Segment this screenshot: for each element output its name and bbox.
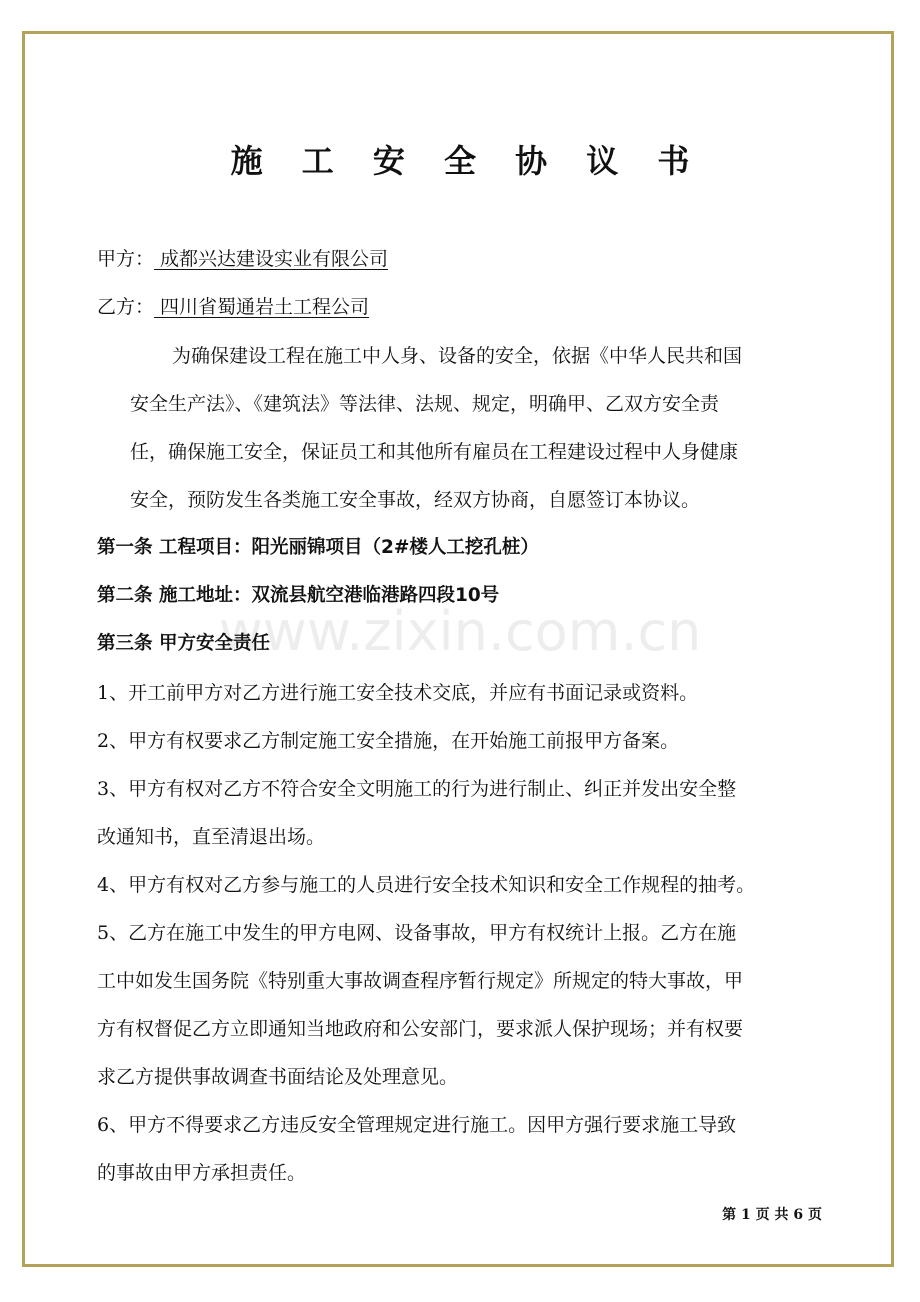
- article-1: 第一条 工程项目：阳光丽锦项目（2#楼人工挖孔桩）: [97, 537, 539, 558]
- item-line: 的事故由甲方承担责任。: [97, 1162, 307, 1184]
- intro-line: 安全生产法》、《建筑法》等法律、法规、规定，明确甲、乙双方安全责: [130, 393, 720, 415]
- party-b-label: 乙方：: [97, 296, 155, 318]
- item-line: 6、甲方不得要求乙方违反安全管理规定进行施工。因甲方强行要求施工导致: [97, 1114, 737, 1136]
- watermark: www.zixin.com.cn: [218, 600, 702, 663]
- party-a-label: 甲方：: [97, 248, 155, 270]
- item-line: 4、甲方有权对乙方参与施工的人员进行安全技术知识和安全工作规程的抽考。: [97, 874, 756, 896]
- item-line: 5、乙方在施工中发生的甲方电网、设备事故，甲方有权统计上报。乙方在施: [97, 922, 737, 944]
- article-3: 第三条 甲方安全责任: [97, 633, 270, 654]
- item-line: 改通知书，直至清退出场。: [97, 826, 326, 848]
- party-a-name: 成都兴达建设实业有限公司: [154, 248, 389, 270]
- intro-line: 任，确保施工安全，保证员工和其他所有雇员在工程建设过程中人身健康: [130, 441, 739, 463]
- party-b-name: 四川省蜀通岩土工程公司: [154, 296, 370, 318]
- article-2: 第二条 施工地址：双流县航空港临港路四段10号: [97, 585, 500, 606]
- item-line: 1、开工前甲方对乙方进行施工安全技术交底，并应有书面记录或资料。: [97, 682, 699, 704]
- party-b: [97, 292, 369, 319]
- document-title: 施 工 安 全 协 议 书: [230, 142, 704, 180]
- item-line: 求乙方提供事故调查书面结论及处理意见。: [97, 1066, 459, 1088]
- intro-line: 为确保建设工程在施工中人身、设备的安全，依据《中华人民共和国: [172, 345, 743, 367]
- party-a: [97, 244, 388, 271]
- item-line: 方有权督促乙方立即通知当地政府和公安部门，要求派人保护现场；并有权要: [97, 1018, 744, 1040]
- item-line: 工中如发生国务院《特别重大事故调查程序暂行规定》所规定的特大事故，甲: [97, 970, 744, 992]
- page-number: 第 1 页 共 6 页: [722, 1207, 822, 1223]
- item-line: 3、甲方有权对乙方不符合安全文明施工的行为进行制止、纠正并发出安全整: [97, 778, 737, 800]
- intro-line: 安全，预防发生各类施工安全事故，经双方协商，自愿签订本协议。: [130, 489, 701, 511]
- item-line: 2、甲方有权要求乙方制定施工安全措施，在开始施工前报甲方备案。: [97, 730, 680, 752]
